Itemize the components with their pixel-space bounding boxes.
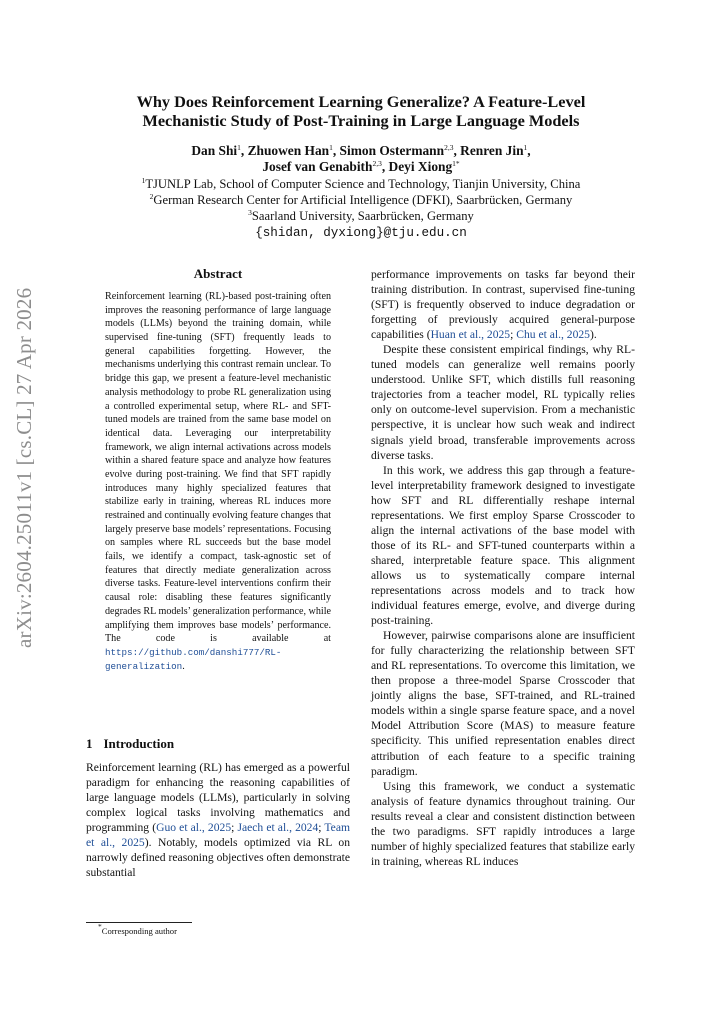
author-affil-mark: 2,3: [444, 143, 454, 152]
affiliation-2: [86, 192, 636, 208]
abstract-heading: Abstract: [193, 266, 243, 281]
citation-link[interactable]: Jaech et al., 2024: [237, 821, 319, 835]
citation-link[interactable]: Guo et al., 2025: [156, 821, 232, 835]
author-name: Simon Ostermann: [339, 143, 445, 158]
intro-paragraph-5: Using this framework, we conduct a systematic analysis of feature dynamics throughout training. Our results reveal a clear and consistent distinction between the two paradigms. SFT rapidly introduces a large number of highly specialized features that stabilize early in training, whereas RL induces: [371, 779, 635, 868]
affiliation-text: TJUNLP Lab, School of Computer Science and Technology, Tianjin University, China: [145, 177, 581, 191]
author-name: Dan Shi: [191, 143, 238, 158]
abstract-text: Reinforcement learning (RL)-based post-training often improves the reasoning performance of large language models (LLMs) beyond the training domain, while supervised fine-tuning (SFT) frequently leads to general capabilities forgetting. However, the mechanisms underlying this contrast remain unclear. To bridge this gap, we present a feature-level mechanistic analysis methodology to probe RL generalization using a controlled experimental setup, where RL- and SFT-tuned models are trained from the same base model on identical data. Leveraging our interpretability framework, we align internal activations across models within a shared feature space and analyze how features evolve during post-training. We find that SFT rapidly introduces many highly specialized features that stabilize early in training, whereas RL induces more restrained and continually evolving feature changes that largely preserve base models’ representations. Focusing on samples where RL succeeds but the base model fails, we identify a compact, task-agnostic set of features that directly mediate generalization across diverse tasks. Feature-level interventions confirm their causal role: disabling these features significantly degrades RL models’ generalization performance, while amplifying them improves base models’ performance. The code is available at: [105, 291, 331, 645]
paragraph-text: ).: [589, 328, 597, 342]
arxiv-identifier: arXiv:2604.25011v1 [cs.CL] 27 Apr 2026: [12, 287, 36, 648]
footnote: [98, 922, 177, 936]
intro-paragraph-3: In this work, we address this gap through a feature-level interpretability framework designed to investigate how SFT and RL differentially reshape internal representations. We first employ Sparse Crosscoder to align the internal activations of the base model with those of its RL- and SFT-tuned counterparts within a shared, interpretable feature space. This alignment allows us to systematically compare internal representations across models and to track how individual features emerge, evolve, and diverge during post-training.: [371, 463, 635, 628]
intro-paragraph-1-cont: [371, 267, 635, 342]
citation-link[interactable]: Team et al., 2025: [86, 821, 350, 850]
affiliations: [86, 176, 636, 241]
affiliation-mark: 1: [141, 176, 146, 185]
abstract-end: .: [182, 660, 185, 672]
title-line-2: Mechanistic Study of Post-Training in Large Language Models: [142, 111, 580, 130]
author-line-1: Dan Shi$^1$, Zhuowen Han$^1$, Simon Ostermann$^{2,3}$, Renren Jin$^1$,: [191, 143, 531, 158]
author-name: Deyi Xiong: [388, 159, 453, 174]
intro-paragraph-4: However, pairwise comparisons alone are insufficient for fully characterizing the relationship between SFT and RL representations. To overcome this limitation, we then propose a three-model Sparse Crosscoder that jointly aligns the base, SFT-trained, and RL-trained models within a single sparse feature space, and a novel Model Attribution Score (MAS) to measure feature specificity. This unified representation enables direct attribution of each feature to a specific training paradigm.: [371, 629, 635, 778]
citation-separator: ;: [318, 821, 325, 835]
citation-separator: ;: [510, 328, 517, 342]
paragraph-text: ). Notably, models optimized via RL on narrowly defined reasoning objectives often demonstrate substantial: [86, 836, 350, 880]
citation-separator: ;: [231, 821, 238, 835]
contact-email[interactable]: {shidan, dyxiong}@tju.edu.cn: [255, 225, 467, 240]
affiliation-text: German Research Center for Artificial Intelligence (DFKI), Saarbrücken, Germany: [153, 193, 573, 208]
author-affil-mark: 2,3: [372, 159, 382, 168]
title-line-1: Why Does Reinforcement Learning Generalize? A Feature-Level: [136, 92, 586, 111]
code-link[interactable]: https://github.com/danshi777/RL-generalization: [105, 646, 282, 672]
author-affil-mark: 1: [329, 143, 333, 152]
author-affil-mark: 1*: [452, 159, 460, 168]
affiliation-1: [86, 176, 636, 192]
section-number: 1: [86, 736, 93, 751]
intro-paragraph-2: Despite these consistent empirical findings, why RL-tuned models can generalize well remains poorly understood. Unlike SFT, which distills full reasoning trajectories from a teacher model, RL typically relies only on outcome-level supervision. From a mechanistic perspective, it is unclear how such weak and indirect signals yield broad, transferable improvements across diverse tasks.: [371, 343, 635, 462]
author-name: Renren Jin: [460, 143, 524, 158]
section-heading-introduction: [86, 736, 350, 752]
paragraph-text: Reinforcement learning (RL) has emerged as a powerful paradigm for enhancing the reasoning capabilities of large language models (LLMs), particularly in solving complex logical tasks involving mathematics and programming (: [86, 761, 350, 835]
author-name: Josef van Genabith: [262, 159, 373, 174]
intro-column-right: [371, 267, 635, 869]
affiliation-mark: 2: [149, 192, 154, 202]
citation-link[interactable]: Chu et al., 2025: [516, 328, 590, 342]
affiliation-mark: 3: [248, 208, 252, 218]
intro-column-left: [86, 760, 350, 880]
footnote-text: Corresponding author: [101, 926, 177, 936]
author-line-2: Josef van Genabith$^{2,3}$, Deyi Xiong$^{1*}$: [262, 159, 460, 174]
intro-paragraph-1: [86, 760, 350, 880]
paper-title: [86, 92, 636, 130]
citation-link[interactable]: Huan et al., 2025: [430, 328, 511, 342]
author-affil-mark: 1: [237, 143, 241, 152]
abstract-body: [105, 290, 331, 673]
author-name: Zhuowen Han: [247, 143, 330, 158]
affiliation-3: [86, 208, 636, 224]
footnote-mark: *: [98, 922, 102, 931]
author-list: [86, 143, 636, 175]
affiliation-text: Saarland University, Saarbrücken, Germany: [251, 209, 474, 224]
section-title: Introduction: [103, 736, 175, 751]
paragraph-text: performance improvements on tasks far beyond their training distribution. In contrast, supervised fine-tuning (SFT) is frequently observed to induce degradation or forgetting of previously acquired general-purpose capabilities (: [371, 268, 635, 342]
author-affil-mark: 1: [523, 143, 528, 152]
